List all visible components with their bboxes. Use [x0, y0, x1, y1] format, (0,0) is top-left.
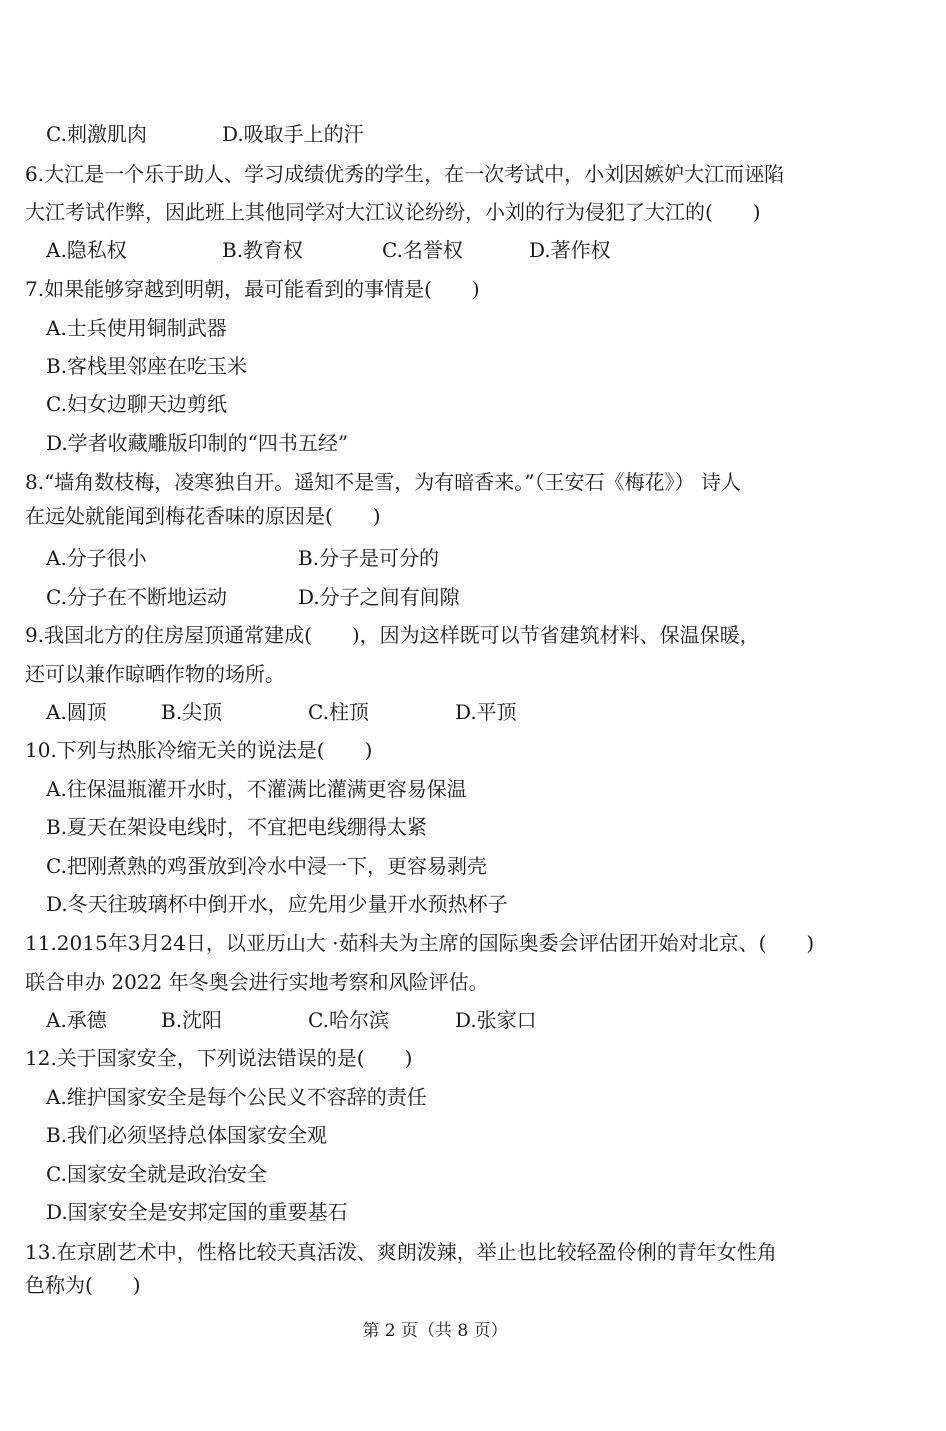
option: A.分子很小 [46, 546, 147, 570]
option: D.学者收藏雕版印制的“四书五经” [46, 431, 349, 455]
option: A.维护国家安全是每个公民义不容辞的责任 [46, 1085, 427, 1109]
option: B.沈阳 [161, 1008, 223, 1032]
option: D.平顶 [455, 700, 517, 724]
question-line: 11.2015年3月24日，以亚历山大 ·茹科夫为主席的国际奥委会评估团开始对北京、( ) [25, 931, 815, 955]
option: D.张家口 [455, 1008, 537, 1032]
question-line: 8.“墙角数枝梅，凌寒独自开。遥知不是雪，为有暗香来。”（王安石《梅花》） 诗人 [25, 470, 741, 494]
question-line: 6.大江是一个乐于助人、学习成绩优秀的学生，在一次考试中，小刘因嫉妒大江而诬陷 [25, 162, 785, 186]
question-line: 13.在京剧艺术中，性格比较天真活泼、爽朗泼辣，举止也比较轻盈伶俐的青年女性角 [25, 1240, 777, 1264]
option: A.承德 [46, 1008, 107, 1032]
question-line: 7.如果能够穿越到明朝，最可能看到的事情是( ) [25, 277, 480, 301]
question-line: 10.下列与热胀冷缩无关的说法是( ) [25, 738, 373, 762]
question-line: 9.我国北方的住房屋顶通常建成( )，因为这样既可以节省建筑材料、保温保暖， [25, 623, 760, 647]
option: A.往保温瓶灌开水时，不灌满比灌满更容易保温 [46, 777, 467, 801]
option: C.哈尔滨 [308, 1008, 389, 1032]
option: B.尖顶 [161, 700, 223, 724]
question-line: 在远处就能闻到梅花香味的原因是( ) [25, 504, 381, 528]
option: A.隐私权 [46, 238, 127, 262]
option: A.圆顶 [46, 700, 107, 724]
option: C.国家安全就是政治安全 [46, 1162, 267, 1186]
question-line: 色称为( ) [25, 1273, 141, 1297]
option: B.夏天在架设电线时，不宜把电线绷得太紧 [46, 815, 428, 839]
option: B.分子是可分的 [298, 546, 440, 570]
option: C.柱顶 [308, 700, 369, 724]
option: B.我们必须坚持总体国家安全观 [46, 1123, 328, 1147]
option: C.分子在不断地运动 [46, 585, 227, 609]
option: D.冬天往玻璃杯中倒开水，应先用少量开水预热杯子 [46, 892, 508, 916]
question-line: 12.关于国家安全，下列说法错误的是( ) [25, 1046, 413, 1070]
option: C.刺激肌肉 [46, 122, 147, 146]
option: D.国家安全是安邦定国的重要基石 [46, 1200, 348, 1224]
question-line: 联合申办 2022 年冬奥会进行实地考察和风险评估。 [25, 970, 489, 994]
option: D.分子之间有间隙 [298, 585, 460, 609]
option: C.把刚煮熟的鸡蛋放到冷水中浸一下，更容易剥壳 [46, 854, 487, 878]
page-footer: 第 2 页（共 8 页） [362, 1321, 508, 1341]
option: B.客栈里邻座在吃玉米 [46, 354, 248, 378]
question-line: 大江考试作弊，因此班上其他同学对大江议论纷纷，小刘的行为侵犯了大江的( ) [25, 200, 761, 224]
option: C.妇女边聊天边剪纸 [46, 392, 227, 416]
question-line: 还可以兼作晾晒作物的场所。 [25, 662, 285, 686]
option: D.著作权 [529, 238, 611, 262]
option: D.吸取手上的汗 [222, 122, 364, 146]
option: A.士兵使用铜制武器 [46, 316, 227, 340]
option: C.名誉权 [382, 238, 463, 262]
option: B.教育权 [222, 238, 304, 262]
